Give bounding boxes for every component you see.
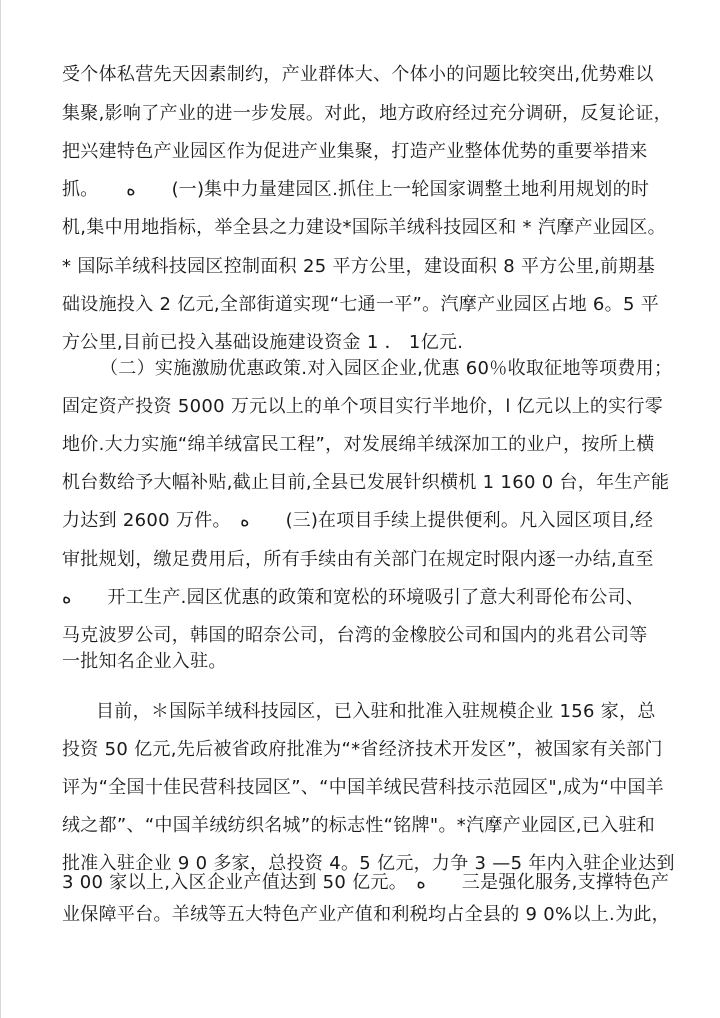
text-line-18: 目前，＊国际羊绒科技园区，已入驻和批准入驻规模企业 156 家，总 bbox=[96, 701, 656, 722]
text-line-4: 抓。 ﻩ (一)集中力量建园区.抓住上一轮国家调整土地利用规划的时 bbox=[62, 179, 650, 200]
text-line-14: 审批规划，缴足费用后，所有手续由有关部门在规定时限内逐一办结,直至 bbox=[62, 549, 654, 570]
text-line-11: 地价.大力实施“绵羊绒富民工程”，对发展绵羊绒深加工的业户，按所上横 bbox=[62, 434, 655, 455]
text-line-12: 机台数给予大幅补贴,截止目前,全县已发展针织横机 1 160 0 台，年生产能 bbox=[62, 472, 670, 493]
text-line-8: 方公里,目前已投入基础设施建设资金 1 ． 1亿元. bbox=[62, 332, 464, 353]
text-line-17: 一批知名企业入驻。 bbox=[62, 651, 227, 672]
text-line-13: 力达到 2600 万件。 ﻩ (三)在项目手续上提供便利。凡入园区项目,经 bbox=[62, 510, 654, 531]
text-line-6: * 国际羊绒科技园区控制面积 25 平方公里，建设面积 8 平方公里,前期基 bbox=[62, 256, 656, 277]
text-line-16: 马克波罗公司，韩国的昭奈公司，台湾的金橡胶公司和国内的兆君公司等 bbox=[62, 625, 648, 646]
text-line-9: （二）实施激励优惠政策.对入园区企业,优惠 60％收取征地等项费用； bbox=[100, 358, 673, 379]
text-line-7: 础设施投入 2 亿元,全部街道实现“七通一平”。汽摩产业园区占地 6。5 平 bbox=[62, 294, 660, 315]
text-line-23: 3 00 家以上,入区企业产值达到 50 亿元。 ﻩ 三是强化服务,支撑特色产 bbox=[62, 872, 670, 893]
text-line-19: 投资 50 亿元,先后被省政府批准为“*省经济技术开发区”，被国家有关部门 bbox=[62, 739, 663, 760]
text-line-5: 机,集中用地指标，举全县之力建设*国际羊绒科技园区和 * 汽摩产业园区。 bbox=[62, 217, 666, 238]
text-line-10: 固定资产投资 5000 万元以上的单个项目实行半地价，l 亿元以上的实行零 bbox=[62, 396, 664, 417]
text-line-2: 集聚,影响了产业的进一步发展。对此，地方政府经过充分调研，反复论证， bbox=[62, 103, 672, 124]
text-line-22: 批准入驻企业 9 0 多家，总投资 4。5 亿元，力争 3 —5 年内入驻企业达到 bbox=[62, 853, 675, 874]
text-line-21: 绒之都”、“中国羊绒纺织名城”的标志性“铭牌"。*汽摩产业园区,已入驻和 bbox=[62, 815, 656, 836]
text-line-24: 业保障平台。羊绒等五大特色产业产值和利税均占全县的 9 0%以上.为此， bbox=[62, 904, 670, 925]
text-line-1: 受个体私营先天因素制约，产业群体大、个体小的问题比较突出,优势难以 bbox=[62, 64, 654, 85]
text-line-15: ﻩ 开工生产.园区优惠的政策和宽松的环境吸引了意大利哥伦布公司、 bbox=[62, 587, 645, 608]
text-line-20: 评为“全国十佳民营科技园区”、“中国羊绒民营科技示范园区",成为“中国羊 bbox=[62, 777, 665, 798]
text-line-3: 把兴建特色产业园区作为促进产业集聚，打造产业整体优势的重要举措来 bbox=[62, 141, 648, 162]
